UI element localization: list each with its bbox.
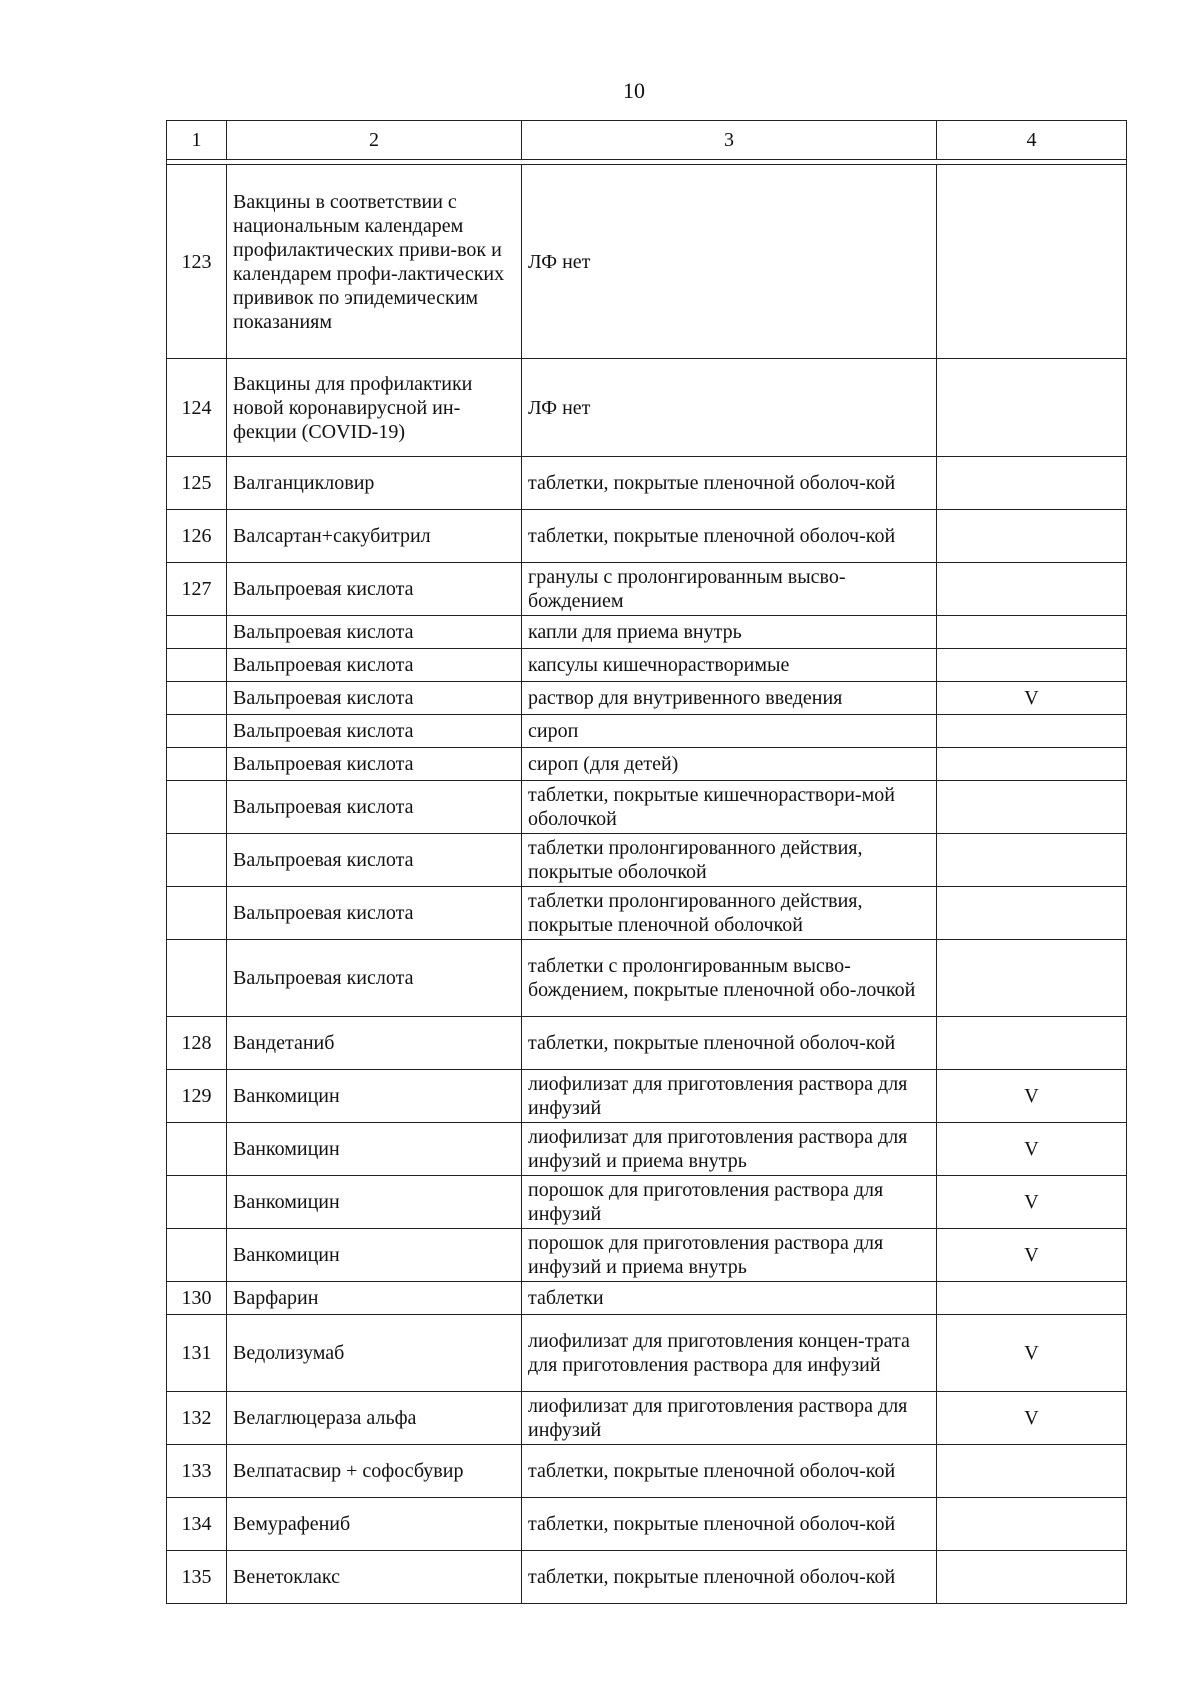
dosage-form-cell: таблетки, покрытые пленочной оболоч-кой (522, 1498, 937, 1551)
drug-name-cell: Ванкомицин (227, 1123, 522, 1176)
mark-cell (937, 1498, 1127, 1551)
table-row (167, 1392, 1127, 1445)
row-number-cell (167, 940, 227, 1017)
table-row (167, 359, 1127, 457)
row-number-cell (167, 834, 227, 887)
drug-name-cell: Вальпроевая кислота (227, 682, 522, 715)
mark-cell: V (937, 682, 1127, 715)
table-row (167, 1282, 1127, 1315)
dosage-form-cell: сироп (522, 715, 937, 748)
dosage-form-cell: лиофилизат для приготовления концен-трата для приготовления раствора для инфузий (522, 1315, 937, 1392)
table-row (167, 165, 1127, 359)
row-number-cell (167, 616, 227, 649)
mark-cell: V (937, 1315, 1127, 1392)
mark-cell (937, 563, 1127, 616)
dosage-form-cell: ЛФ нет (522, 165, 937, 359)
row-number-cell: 127 (167, 563, 227, 616)
drug-name-cell: Вальпроевая кислота (227, 649, 522, 682)
table-row (167, 940, 1127, 1017)
mark-cell: V (937, 1176, 1127, 1229)
table-row (167, 1229, 1127, 1282)
dosage-form-cell: таблетки, покрытые пленочной оболоч-кой (522, 1445, 937, 1498)
table-row (167, 1498, 1127, 1551)
dosage-form-cell: таблетки (522, 1282, 937, 1315)
row-number-cell: 135 (167, 1551, 227, 1604)
table-body (167, 121, 1127, 1604)
dosage-form-cell: таблетки, покрытые пленочной оболоч-кой (522, 510, 937, 563)
row-number-cell: 134 (167, 1498, 227, 1551)
table-row (167, 510, 1127, 563)
mark-cell: V (937, 1070, 1127, 1123)
column-header: 2 (227, 121, 522, 160)
row-number-cell (167, 1176, 227, 1229)
table-row (167, 1123, 1127, 1176)
table-row (167, 1176, 1127, 1229)
dosage-form-cell: таблетки, покрытые кишечнораствори-мой оболочкой (522, 781, 937, 834)
row-number-cell: 123 (167, 165, 227, 359)
mark-cell: V (937, 1123, 1127, 1176)
row-number-cell: 128 (167, 1017, 227, 1070)
drug-name-cell: Вакцины в соответствии с национальным календарем профилактических приви-вок и календарем профи-лактических прививок по эпидемическим показаниям (227, 165, 522, 359)
row-number-cell (167, 748, 227, 781)
dosage-form-cell: раствор для внутривенного введения (522, 682, 937, 715)
row-number-cell (167, 1123, 227, 1176)
drug-name-cell: Ванкомицин (227, 1070, 522, 1123)
table-row (167, 1445, 1127, 1498)
row-number-cell (167, 887, 227, 940)
dosage-form-cell: порошок для приготовления раствора для инфузий и приема внутрь (522, 1229, 937, 1282)
mark-cell (937, 1551, 1127, 1604)
table-row (167, 834, 1127, 887)
dosage-form-cell: капсулы кишечнорастворимые (522, 649, 937, 682)
dosage-form-cell: порошок для приготовления раствора для инфузий (522, 1176, 937, 1229)
row-number-cell: 130 (167, 1282, 227, 1315)
dosage-form-cell: таблетки, покрытые пленочной оболоч-кой (522, 457, 937, 510)
drug-name-cell: Валганцикловир (227, 457, 522, 510)
table-row (167, 682, 1127, 715)
row-number-cell: 132 (167, 1392, 227, 1445)
dosage-form-cell: таблетки, покрытые пленочной оболоч-кой (522, 1551, 937, 1604)
mark-cell (937, 781, 1127, 834)
mark-cell (937, 834, 1127, 887)
table-row (167, 457, 1127, 510)
column-header: 3 (522, 121, 937, 160)
table-row (167, 1070, 1127, 1123)
drug-name-cell: Вальпроевая кислота (227, 715, 522, 748)
mark-cell (937, 1017, 1127, 1070)
dosage-form-cell: таблетки, покрытые пленочной оболоч-кой (522, 1017, 937, 1070)
dosage-form-cell: гранулы с пролонгированным высво-бождением (522, 563, 937, 616)
mark-cell (937, 715, 1127, 748)
mark-cell (937, 457, 1127, 510)
table-row (167, 649, 1127, 682)
column-header: 4 (937, 121, 1127, 160)
mark-cell (937, 887, 1127, 940)
drug-name-cell: Велпатасвир + софосбувир (227, 1445, 522, 1498)
drug-name-cell: Вальпроевая кислота (227, 616, 522, 649)
table-row (167, 616, 1127, 649)
mark-cell (937, 649, 1127, 682)
row-number-cell: 126 (167, 510, 227, 563)
page-number: 10 (623, 78, 645, 103)
row-number-cell (167, 1229, 227, 1282)
drug-name-cell: Валсартан+сакубитрил (227, 510, 522, 563)
table-row (167, 1017, 1127, 1070)
mark-cell (937, 940, 1127, 1017)
dosage-form-cell: ЛФ нет (522, 359, 937, 457)
mark-cell (937, 510, 1127, 563)
table-row (167, 715, 1127, 748)
dosage-form-cell: лиофилизат для приготовления раствора для инфузий и приема внутрь (522, 1123, 937, 1176)
mark-cell (937, 165, 1127, 359)
mark-cell (937, 359, 1127, 457)
dosage-form-cell: таблетки пролонгированного действия, покрытые пленочной оболочкой (522, 887, 937, 940)
drug-name-cell: Варфарин (227, 1282, 522, 1315)
row-number-cell (167, 781, 227, 834)
table-header-row (167, 121, 1127, 160)
table-row (167, 563, 1127, 616)
drug-name-cell: Вемурафениб (227, 1498, 522, 1551)
drug-name-cell: Вандетаниб (227, 1017, 522, 1070)
drug-name-cell: Велаглюцераза альфа (227, 1392, 522, 1445)
drug-name-cell: Венетоклакс (227, 1551, 522, 1604)
row-number-cell: 124 (167, 359, 227, 457)
table-row (167, 781, 1127, 834)
row-number-cell: 133 (167, 1445, 227, 1498)
table-row (167, 887, 1127, 940)
table-row (167, 1551, 1127, 1604)
mark-cell (937, 616, 1127, 649)
drug-name-cell: Вальпроевая кислота (227, 887, 522, 940)
drug-name-cell: Ведолизумаб (227, 1315, 522, 1392)
drug-name-cell: Ванкомицин (227, 1229, 522, 1282)
mark-cell (937, 1445, 1127, 1498)
row-number-cell (167, 649, 227, 682)
mark-cell: V (937, 1392, 1127, 1445)
dosage-form-cell: лиофилизат для приготовления раствора для инфузий (522, 1070, 937, 1123)
dosage-form-cell: лиофилизат для приготовления раствора для инфузий (522, 1392, 937, 1445)
dosage-form-cell: таблетки пролонгированного действия, покрытые оболочкой (522, 834, 937, 887)
drug-name-cell: Вальпроевая кислота (227, 748, 522, 781)
row-number-cell (167, 682, 227, 715)
drug-name-cell: Вальпроевая кислота (227, 563, 522, 616)
column-header: 1 (167, 121, 227, 160)
dosage-form-cell: сироп (для детей) (522, 748, 937, 781)
mark-cell (937, 748, 1127, 781)
table-row (167, 748, 1127, 781)
row-number-cell: 125 (167, 457, 227, 510)
drug-registry-table (166, 120, 1127, 1604)
row-number-cell (167, 715, 227, 748)
mark-cell (937, 1282, 1127, 1315)
drug-name-cell: Вальпроевая кислота (227, 781, 522, 834)
dosage-form-cell: таблетки с пролонгированным высво-бождением, покрытые пленочной обо-лочкой (522, 940, 937, 1017)
table-row (167, 1315, 1127, 1392)
drug-name-cell: Вальпроевая кислота (227, 940, 522, 1017)
row-number-cell: 129 (167, 1070, 227, 1123)
dosage-form-cell: капли для приема внутрь (522, 616, 937, 649)
drug-name-cell: Ванкомицин (227, 1176, 522, 1229)
drug-name-cell: Вакцины для профилактики новой коронавирусной ин-фекции (COVID-19) (227, 359, 522, 457)
mark-cell: V (937, 1229, 1127, 1282)
drug-name-cell: Вальпроевая кислота (227, 834, 522, 887)
row-number-cell: 131 (167, 1315, 227, 1392)
